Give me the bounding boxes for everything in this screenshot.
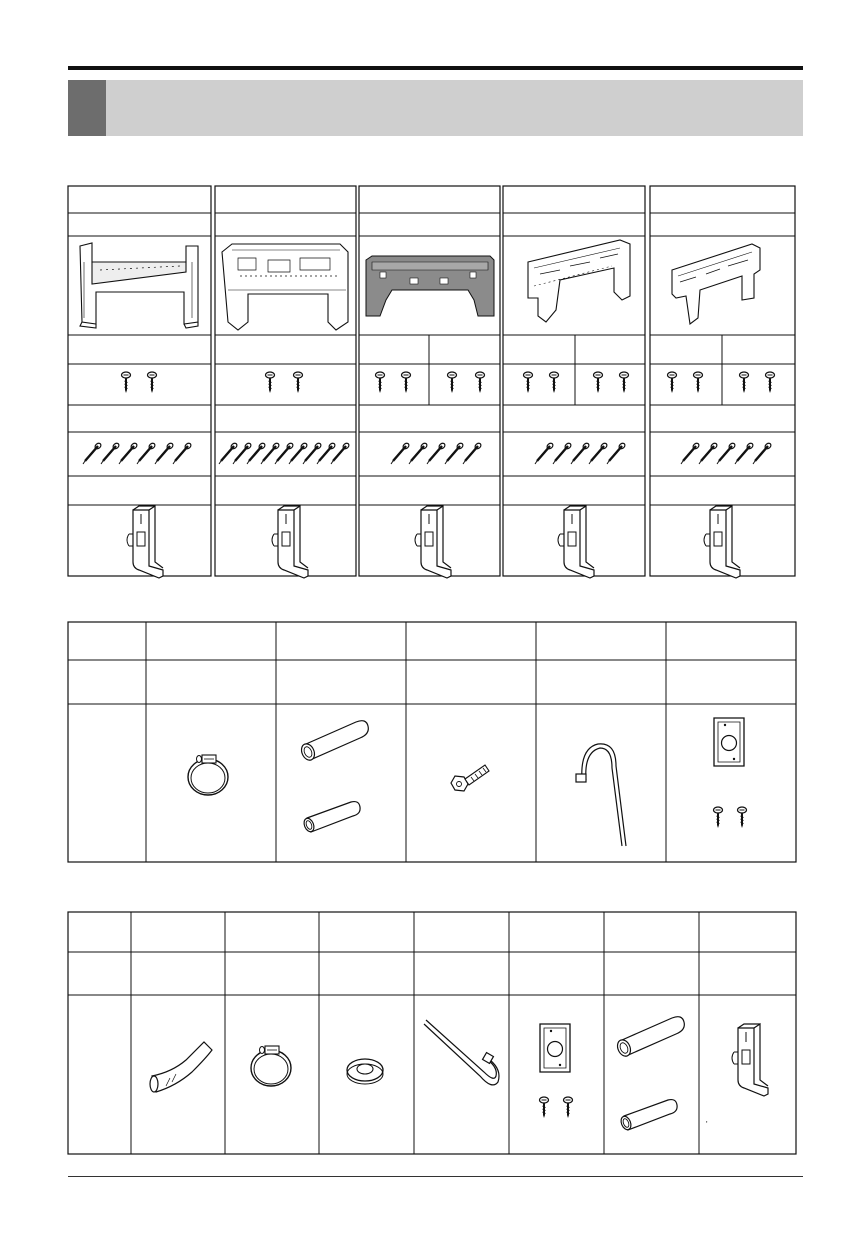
sealing-plate-2 <box>540 1024 573 1118</box>
accessory-table-1 <box>68 622 796 862</box>
accessory-table-2 <box>68 912 796 1154</box>
bolt-1 <box>451 765 489 791</box>
pipe-holder-row <box>127 506 740 578</box>
drain-hose <box>150 1042 212 1092</box>
installation-plate-5 <box>672 244 760 324</box>
pipe-holder-2 <box>732 1024 768 1096</box>
installation-plate-2 <box>222 244 348 330</box>
clamp-metal-2 <box>251 1046 291 1086</box>
type-b-screws <box>83 442 772 464</box>
bottom-rule <box>68 1176 803 1177</box>
footnote-mark: ' <box>706 1120 708 1129</box>
sealing-plate-1 <box>714 718 747 828</box>
clamp-metal-1 <box>188 755 228 795</box>
installation-plate-4 <box>528 240 630 322</box>
drain-hose-pieces-2 <box>615 1017 684 1132</box>
washer <box>347 1059 383 1084</box>
type-a-screws <box>122 372 775 393</box>
thermistor-sensor-1 <box>576 744 626 846</box>
thermistor-sensor-2 <box>424 1020 499 1085</box>
installation-plate-1 <box>80 243 198 328</box>
drain-hose-pieces-1 <box>299 721 368 834</box>
installation-plate-3 <box>366 256 494 316</box>
